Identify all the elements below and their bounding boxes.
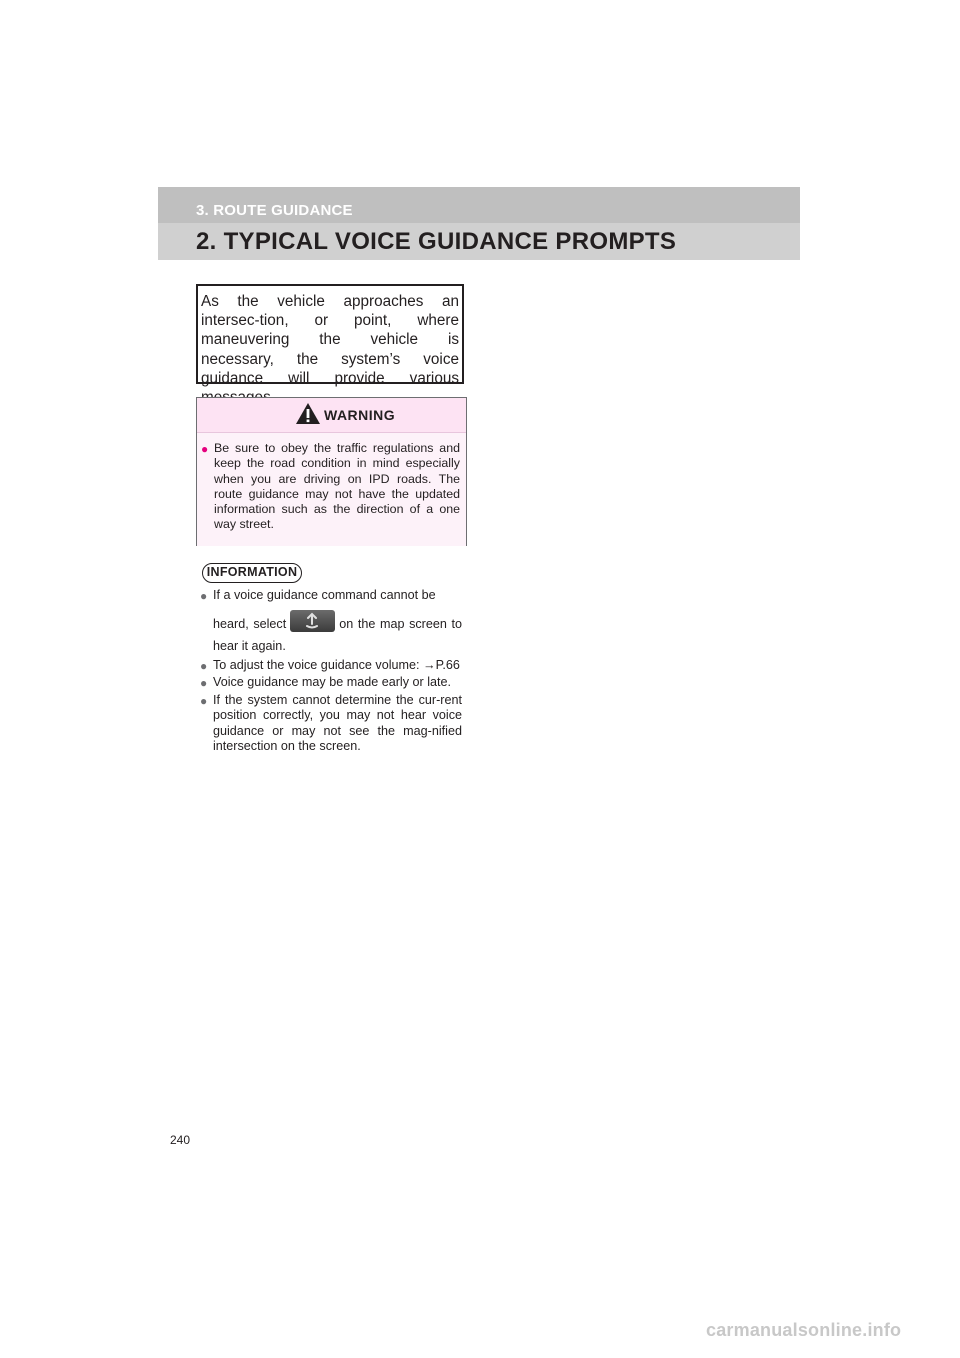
section-label: 3. ROUTE GUIDANCE: [196, 202, 353, 219]
information-text-line1: If a voice guidance command cannot be: [213, 588, 436, 602]
warning-header: [197, 398, 466, 433]
information-text-line2: [213, 610, 462, 657]
warning-box: [196, 397, 467, 546]
information-item: [200, 693, 462, 755]
information-item: [200, 658, 462, 675]
intro-text: As the vehicle approaches an intersec-tion, or point, where maneuvering the vehicle is necessary, the system’s voice guidance will provide various: [201, 293, 459, 387]
information-text: Voice guidance may be made early or late.: [213, 675, 452, 690]
information-item: [200, 675, 462, 692]
information-text-post: on the map screen to hear it again.: [213, 616, 463, 653]
warning-body: [197, 433, 466, 546]
bullet-icon: ●: [200, 658, 208, 673]
section-header: [158, 187, 800, 260]
information-item: [200, 588, 462, 657]
bullet-icon: ●: [200, 676, 208, 691]
warning-title: WARNING: [324, 407, 396, 423]
information-text: To adjust the voice guidance volume: →P.66: [213, 657, 460, 672]
information-list: [200, 588, 462, 756]
page-title: 2. TYPICAL VOICE GUIDANCE PROMPTS: [196, 228, 677, 255]
bullet-icon: ●: [200, 589, 208, 603]
intro-box: [196, 284, 464, 387]
section-header-band: [158, 187, 800, 223]
voice-guidance-arrow-icon: [302, 612, 322, 630]
warning-text: Be sure to obey the traffic regulations and keep the road condition in mind especially when you are driving on IPD roads. The route guidance may not have the updated information such as the direction of a one way street.: [214, 441, 460, 532]
warning-item: [201, 441, 460, 533]
information-text: [213, 588, 462, 657]
watermark: carmanualsonline.info: [706, 1320, 902, 1340]
page-number: 240: [170, 1133, 191, 1147]
information-text: If the system cannot determine the cur-rent position correctly, you may not hear voice guidance or may not see the mag-nified intersection on the screen.: [213, 692, 462, 754]
bullet-icon: ●: [200, 693, 208, 708]
voice-guidance-icon[interactable]: [290, 610, 335, 632]
information-badge: INFORMATION: [202, 563, 302, 583]
bullet-icon: ●: [201, 442, 209, 456]
information-text-pre: heard, select: [213, 616, 287, 631]
warning-triangle-icon: [295, 402, 321, 425]
